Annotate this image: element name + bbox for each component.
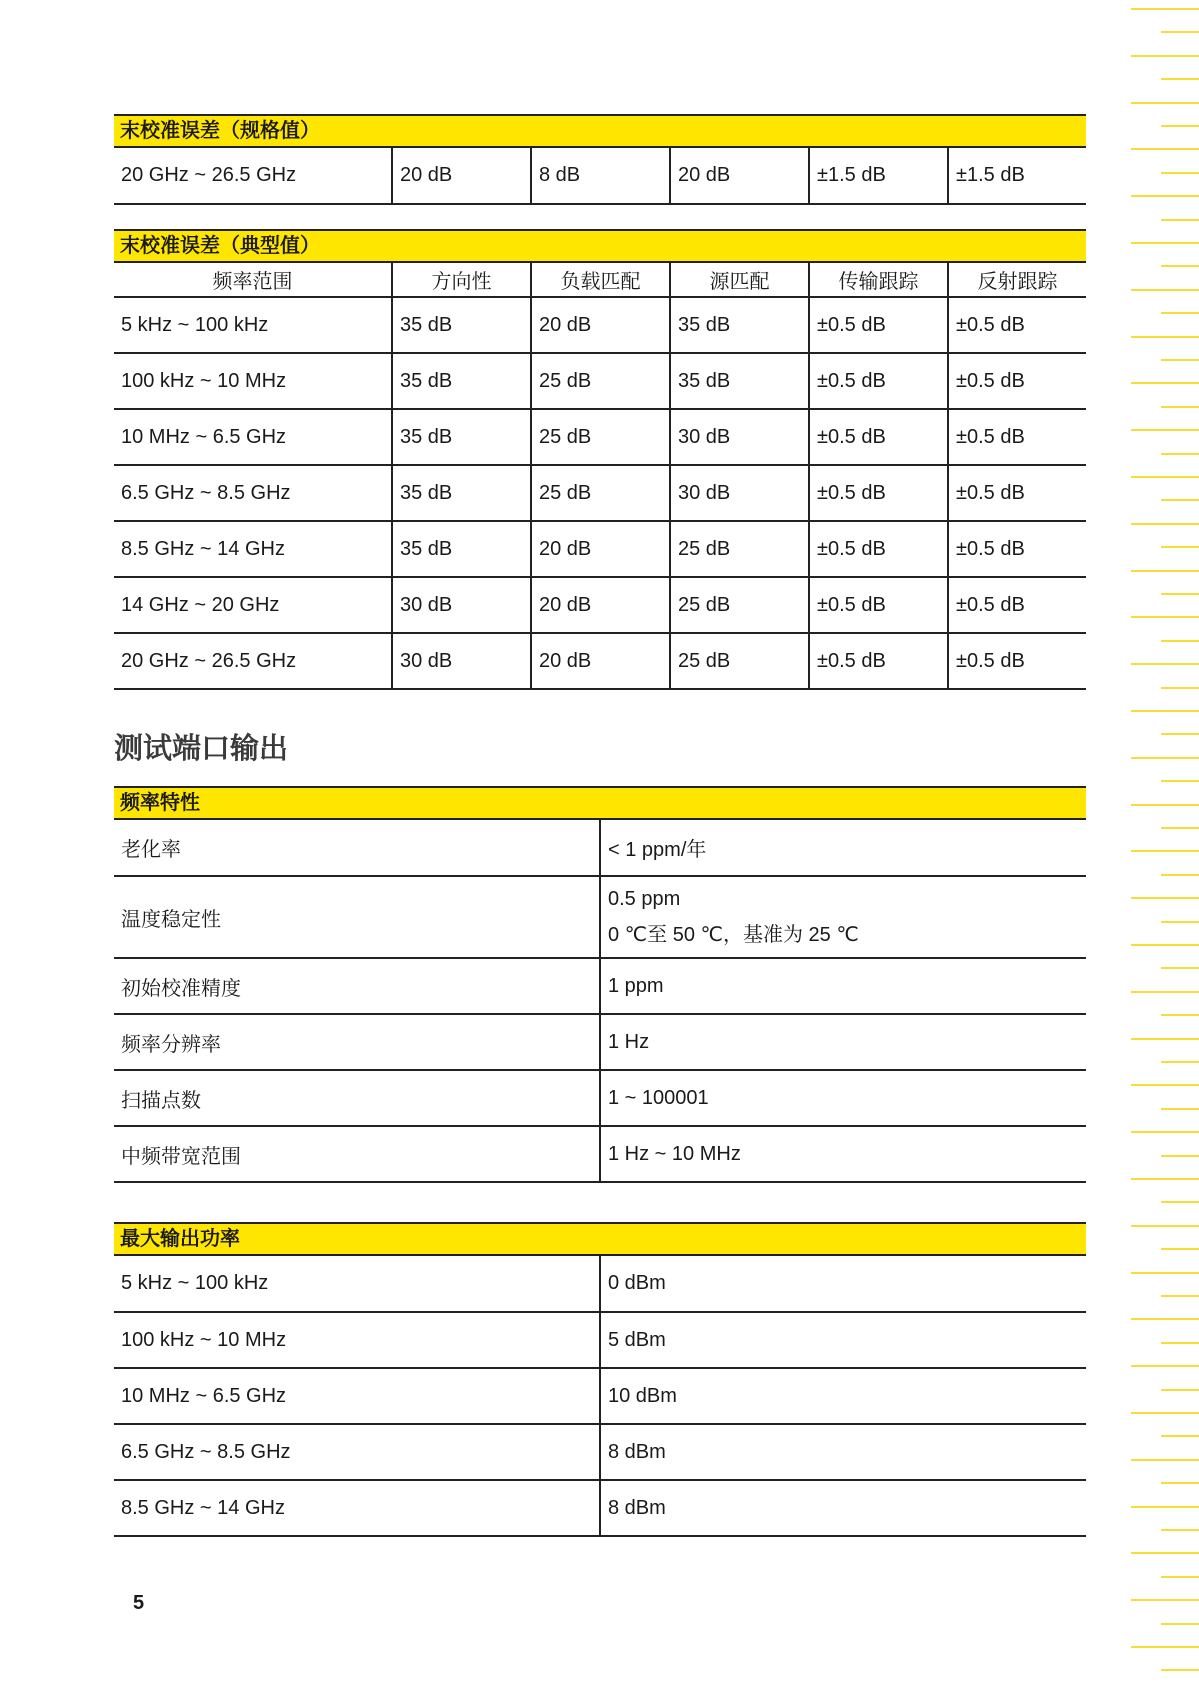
stripe (1161, 312, 1199, 314)
stripe (1131, 991, 1199, 993)
stripe (1131, 1646, 1199, 1648)
row-value: 5 dBm (600, 1312, 1086, 1368)
stripe (1161, 31, 1199, 33)
table-row (114, 353, 1086, 409)
stripe (1161, 1529, 1199, 1531)
uncal-spec-table (114, 148, 1086, 205)
table-cell: 14 GHz ~ 20 GHz (114, 577, 392, 633)
max-power-title: 最大输出功率 (114, 1222, 1086, 1256)
stripe (1131, 570, 1199, 572)
stripe (1161, 172, 1199, 174)
table-cell: ±0.5 dB (948, 521, 1086, 577)
row-label: 10 MHz ~ 6.5 GHz (114, 1368, 600, 1424)
uncal-typ-title: 末校准误差（典型值） (114, 229, 1086, 263)
stripe (1161, 780, 1199, 782)
table-cell: 25 dB (531, 353, 670, 409)
row-value: 0 dBm (600, 1256, 1086, 1312)
stripe (1131, 663, 1199, 665)
table-cell: 25 dB (531, 409, 670, 465)
table-cell: ±0.5 dB (809, 577, 948, 633)
stripe (1161, 733, 1199, 735)
table-cell: 20 dB (531, 521, 670, 577)
stripe (1161, 1669, 1199, 1671)
stripe (1131, 1365, 1199, 1367)
row-label: 5 kHz ~ 100 kHz (114, 1256, 600, 1312)
stripe (1131, 616, 1199, 618)
stripe (1131, 102, 1199, 104)
table-cell: 35 dB (392, 465, 531, 521)
stripe (1131, 55, 1199, 57)
stripe (1161, 1623, 1199, 1625)
stripe (1131, 195, 1199, 197)
table-cell: ±0.5 dB (809, 353, 948, 409)
row-label: 温度稳定性 (114, 876, 600, 958)
row-label: 扫描点数 (114, 1070, 600, 1126)
row-value (600, 876, 1086, 958)
stripe (1131, 1459, 1199, 1461)
table-row (114, 297, 1086, 353)
stripe (1161, 453, 1199, 455)
stripe (1161, 406, 1199, 408)
table-row (114, 1014, 1086, 1070)
freq-char-title: 频率特性 (114, 786, 1086, 820)
page-number: 5 (133, 1592, 145, 1614)
table-cell: ±0.5 dB (809, 521, 948, 577)
stripe (1131, 1599, 1199, 1601)
row-label: 老化率 (114, 820, 600, 876)
table-cell: 30 dB (670, 465, 809, 521)
table-row (114, 958, 1086, 1014)
table-cell: 20 GHz ~ 26.5 GHz (114, 633, 392, 689)
row-value: 8 dBm (600, 1480, 1086, 1536)
stripe (1161, 1435, 1199, 1437)
stripe (1161, 874, 1199, 876)
stripe (1131, 336, 1199, 338)
table-cell: 35 dB (392, 521, 531, 577)
decorative-stripes (1111, 0, 1199, 1696)
freq-char-table (114, 820, 1086, 1183)
table-cell: 35 dB (392, 409, 531, 465)
stripe (1161, 1342, 1199, 1344)
table-cell: 5 kHz ~ 100 kHz (114, 297, 392, 353)
stripe (1131, 382, 1199, 384)
stripe (1161, 827, 1199, 829)
stripe (1131, 8, 1199, 10)
stripe (1131, 148, 1199, 150)
stripe (1131, 1084, 1199, 1086)
table-row (114, 148, 1086, 204)
table-cell: 8.5 GHz ~ 14 GHz (114, 521, 392, 577)
stripe (1131, 523, 1199, 525)
table-cell: ±1.5 dB (809, 148, 948, 204)
stripe (1161, 1248, 1199, 1250)
table-row (114, 1368, 1086, 1424)
table-cell: 30 dB (392, 577, 531, 633)
section-title: 测试端口输出 (114, 733, 289, 765)
column-header: 频率范围 (114, 263, 392, 297)
stripe (1131, 476, 1199, 478)
freq-char-block (114, 786, 1086, 1183)
table-cell: 25 dB (670, 577, 809, 633)
row-value: 1 ppm (600, 958, 1086, 1014)
stripe (1161, 499, 1199, 501)
table-cell: ±0.5 dB (809, 633, 948, 689)
table-cell: 35 dB (670, 353, 809, 409)
stripe (1161, 1061, 1199, 1063)
column-header: 源匹配 (670, 263, 809, 297)
table-row (114, 577, 1086, 633)
stripe (1131, 757, 1199, 759)
row-value: < 1 ppm/年 (600, 820, 1086, 876)
table-cell: 30 dB (392, 633, 531, 689)
table-row (114, 1312, 1086, 1368)
table-cell: 20 dB (392, 148, 531, 204)
table-cell: 10 MHz ~ 6.5 GHz (114, 409, 392, 465)
row-label: 初始校准精度 (114, 958, 600, 1014)
table-cell: 30 dB (670, 409, 809, 465)
stripe (1161, 1482, 1199, 1484)
column-header: 传输跟踪 (809, 263, 948, 297)
row-value: 1 ~ 100001 (600, 1070, 1086, 1126)
uncal-typ-block (114, 229, 1086, 690)
stripe (1131, 289, 1199, 291)
table-cell: ±0.5 dB (948, 633, 1086, 689)
table-cell: 25 dB (670, 521, 809, 577)
table-row (114, 1070, 1086, 1126)
table-cell: 6.5 GHz ~ 8.5 GHz (114, 465, 392, 521)
stripe (1131, 429, 1199, 431)
row-value: 1 Hz (600, 1014, 1086, 1070)
stripe (1161, 1576, 1199, 1578)
table-cell: ±0.5 dB (809, 297, 948, 353)
column-header: 反射跟踪 (948, 263, 1086, 297)
stripe (1131, 804, 1199, 806)
table-row (114, 876, 1086, 958)
stripe (1131, 1131, 1199, 1133)
stripe (1161, 1389, 1199, 1391)
stripe (1161, 1014, 1199, 1016)
uncal-typ-table (114, 263, 1086, 690)
stripe (1161, 219, 1199, 221)
row-value: 1 Hz ~ 10 MHz (600, 1126, 1086, 1182)
stripe (1161, 1155, 1199, 1157)
row-value: 10 dBm (600, 1368, 1086, 1424)
column-header: 负载匹配 (531, 263, 670, 297)
table-cell: 20 dB (531, 633, 670, 689)
table-cell: 25 dB (531, 465, 670, 521)
table-cell: ±0.5 dB (948, 577, 1086, 633)
table-cell: 8 dB (531, 148, 670, 204)
stripe (1161, 546, 1199, 548)
table-cell: 20 dB (531, 297, 670, 353)
uncal-spec-title: 末校准误差（规格值） (114, 114, 1086, 148)
stripe (1131, 1272, 1199, 1274)
table-row (114, 465, 1086, 521)
stripe (1131, 1412, 1199, 1414)
stripe (1161, 125, 1199, 127)
row-label: 6.5 GHz ~ 8.5 GHz (114, 1424, 600, 1480)
table-cell: 100 kHz ~ 10 MHz (114, 353, 392, 409)
stripe (1161, 1201, 1199, 1203)
row-label: 8.5 GHz ~ 14 GHz (114, 1480, 600, 1536)
table-cell: 20 GHz ~ 26.5 GHz (114, 148, 392, 204)
stripe (1161, 687, 1199, 689)
table-cell: ±0.5 dB (948, 353, 1086, 409)
table-cell: ±1.5 dB (948, 148, 1086, 204)
stripe (1131, 242, 1199, 244)
table-row (114, 1480, 1086, 1536)
table-row (114, 1424, 1086, 1480)
stripe (1131, 897, 1199, 899)
stripe (1131, 1038, 1199, 1040)
table-cell: 35 dB (392, 353, 531, 409)
uncal-spec-block (114, 114, 1086, 205)
max-power-block (114, 1222, 1086, 1537)
max-power-table (114, 1256, 1086, 1537)
table-cell: ±0.5 dB (948, 297, 1086, 353)
stripe (1131, 850, 1199, 852)
stripe (1131, 944, 1199, 946)
stripe (1131, 1225, 1199, 1227)
stripe (1161, 921, 1199, 923)
table-row (114, 820, 1086, 876)
row-value-line: 0 ℃至 50 ℃，基准为 25 ℃ (608, 924, 859, 946)
stripe (1161, 640, 1199, 642)
stripe (1161, 593, 1199, 595)
table-row (114, 521, 1086, 577)
table-cell: 20 dB (670, 148, 809, 204)
row-label: 频率分辨率 (114, 1014, 600, 1070)
stripe (1161, 967, 1199, 969)
table-cell: ±0.5 dB (948, 409, 1086, 465)
table-row (114, 1256, 1086, 1312)
stripe (1161, 359, 1199, 361)
table-cell: ±0.5 dB (809, 465, 948, 521)
stripe (1161, 78, 1199, 80)
table-cell: 25 dB (670, 633, 809, 689)
stripe (1161, 1295, 1199, 1297)
stripe (1161, 265, 1199, 267)
stripe (1131, 1178, 1199, 1180)
table-row (114, 1126, 1086, 1182)
table-cell: ±0.5 dB (948, 465, 1086, 521)
table-cell: 35 dB (392, 297, 531, 353)
row-label: 中频带宽范围 (114, 1126, 600, 1182)
stripe (1161, 1108, 1199, 1110)
row-label: 100 kHz ~ 10 MHz (114, 1312, 600, 1368)
row-value-line: 0.5 ppm (608, 888, 681, 910)
stripe (1131, 710, 1199, 712)
table-header-row (114, 263, 1086, 297)
stripe (1131, 1506, 1199, 1508)
column-header: 方向性 (392, 263, 531, 297)
row-value: 8 dBm (600, 1424, 1086, 1480)
table-cell: ±0.5 dB (809, 409, 948, 465)
stripe (1131, 1552, 1199, 1554)
table-cell: 35 dB (670, 297, 809, 353)
table-cell: 20 dB (531, 577, 670, 633)
table-row (114, 409, 1086, 465)
table-row (114, 633, 1086, 689)
stripe (1131, 1318, 1199, 1320)
